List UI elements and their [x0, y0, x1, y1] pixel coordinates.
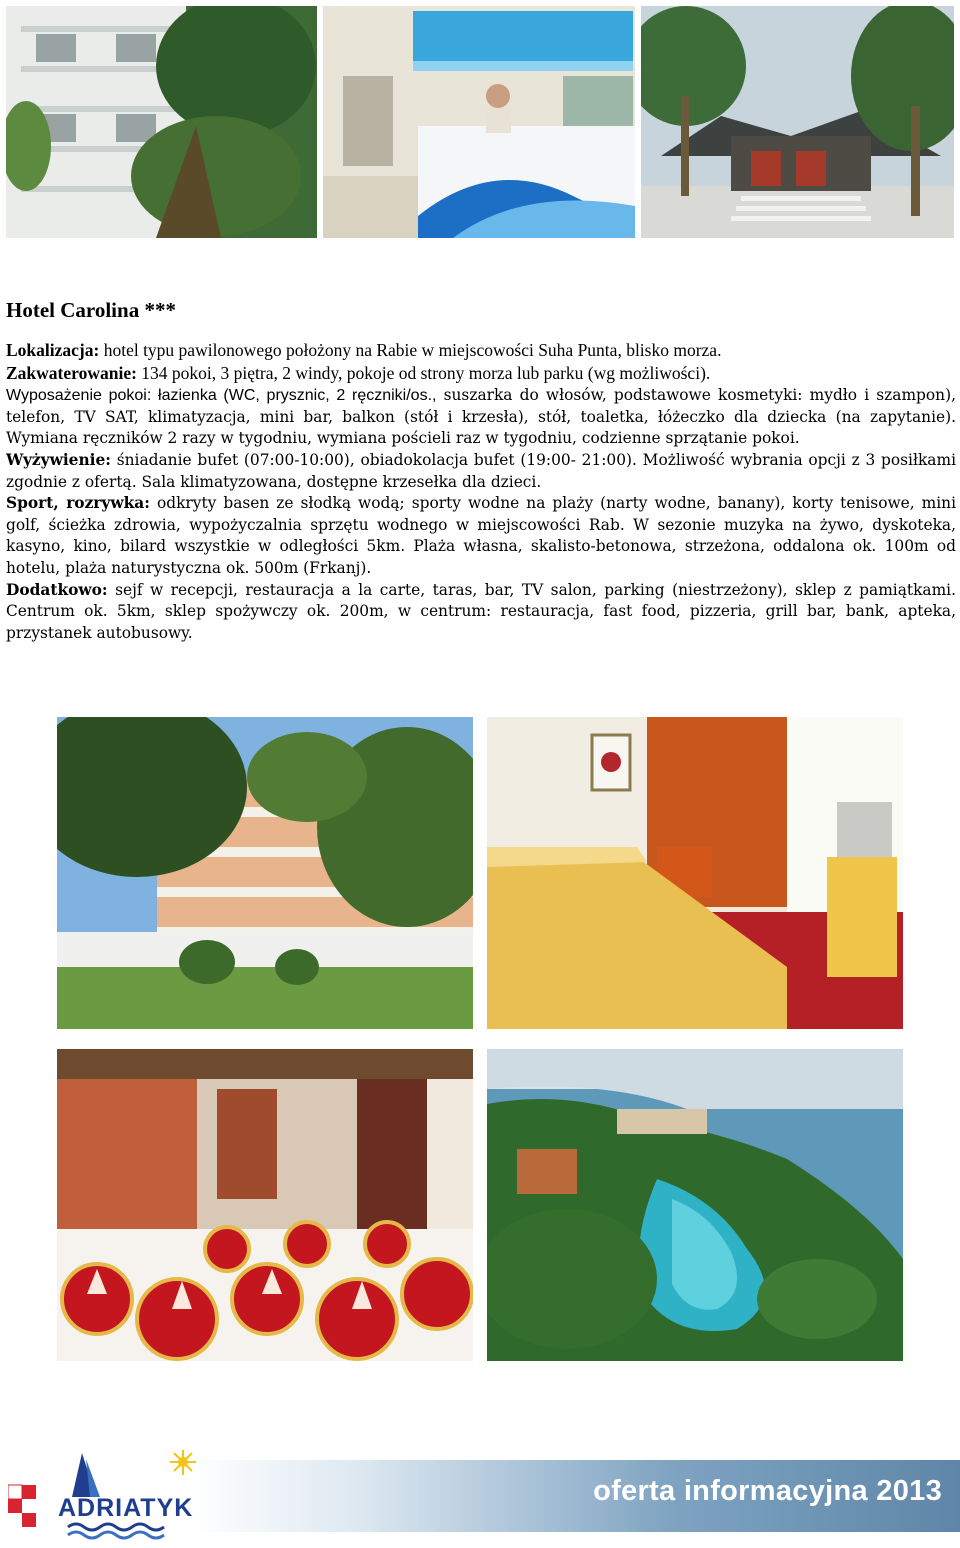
accommodation-text: 134 pokoi, 3 piętra, 2 windy, pokoje od strony morza lub parku (wg możliwości).	[141, 362, 711, 383]
location-label: Lokalizacja:	[6, 340, 100, 360]
meals-text: śniadanie bufet (07:00-10:00), obiadokolacja bufet (19:00- 21:00). Możliwość wybrania opcji z 3 posiłkami zgodnie z ofertą. Sala klimatyzowana, dostępne krzesełka dla dzieci.	[6, 450, 956, 491]
restaurant-photo	[57, 1049, 473, 1361]
accommodation-label: Zakwaterowanie:	[6, 362, 137, 383]
hotel-exterior-photo	[57, 717, 473, 1029]
hotel-description	[6, 340, 956, 644]
meals-label: Wyżywienie:	[6, 450, 111, 469]
hotel-title: Hotel Carolina ***	[6, 298, 176, 322]
location-text: hotel typu pawilonowego położony na Rabie w miejscowości Suha Punta, blisko morza.	[103, 340, 722, 360]
sport-paragraph	[6, 493, 956, 579]
accommodation-paragraph	[6, 363, 956, 386]
sail-logo-icon	[8, 1445, 223, 1540]
location-paragraph	[6, 340, 956, 363]
meals-paragraph	[6, 450, 956, 493]
extras-paragraph	[6, 580, 956, 645]
adriatyk-logo	[8, 1445, 223, 1540]
offer-caption: oferta informacyjna 2013	[593, 1475, 942, 1507]
hotel-entrance-photo	[641, 6, 954, 238]
bay-aerial-photo	[487, 1049, 903, 1361]
equipment-continued-text: suszarka do włosów, podstawowe kosmetyki: mydło i szampon), telefon, TV SAT, klimatyzacja, mini bar, balkon (stół i krzesła), stół, toaletka, łóżeczko dla dziecka (na zapytanie). Wymiana ręczników 2 razy w tygodniu, wymiana pościeli raz w tygodniu, codzienne sprzątanie pokoi.	[6, 386, 956, 448]
sport-label: Sport, rozrywka:	[6, 494, 150, 513]
extras-label: Dodatkowo:	[6, 580, 108, 599]
sport-text: odkryty basen ze słodką wodą; sporty wodne na plaży (narty wodne, banany), korty tenisowe, mini golf, ścieżka zdrowia, wypożyczalnia sprzętu wodnego w miejscowości Rab. W sezonie muzyka na żywo, dyskoteka, kasyno, kino, bilard wszystkie w odległości 5km. Plaża własna, skalisto-betonowa, strzeżona, oddalona ok. 100m od hotelu, plaża naturystyczna ok. 500m (Frkanj).	[6, 494, 956, 577]
equipment-text: Wyposażenie pokoi: łazienka (WC, prysznic, 2 ręczniki/os.,	[6, 387, 437, 405]
extras-text: sejf w recepcji, restauracja a la carte, taras, bar, TV salon, parking (niestrzeżony), sklep z pamiątkami. Centrum ok. 5km, sklep spożywczy ok. 200m, w centrum: restauracja, fast food, pizzeria, grill bar, bank, apteka, przystanek autobusowy.	[6, 580, 956, 642]
reception-desk-photo	[323, 6, 635, 238]
hotel-balconies-photo	[6, 6, 317, 238]
footer-banner	[0, 1435, 960, 1548]
equipment-paragraph	[6, 385, 956, 450]
logo-wordmark: ADRIATYK	[58, 1494, 194, 1522]
hotel-room-photo	[487, 717, 903, 1029]
